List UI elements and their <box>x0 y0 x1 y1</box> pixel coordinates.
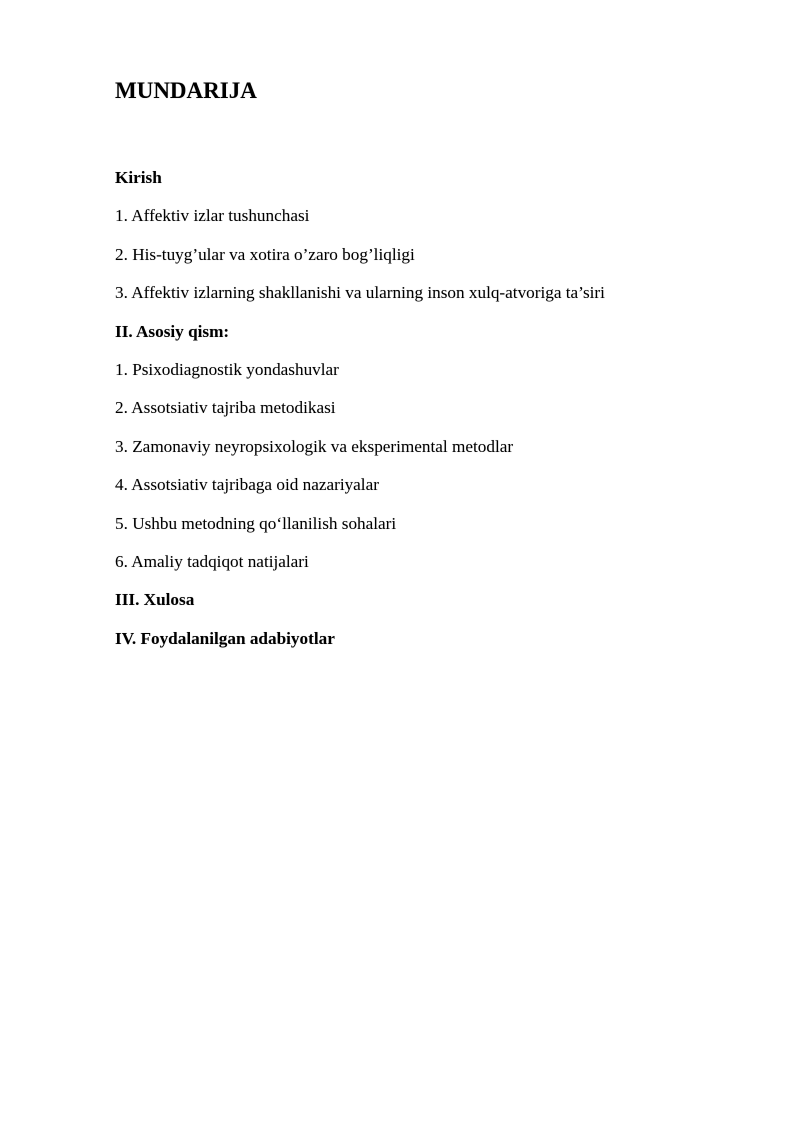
toc-item: 6. Amaliy tadqiqot natijalari <box>115 551 309 571</box>
toc-item: 3. Zamonaviy neyropsixologik va eksperimental metodlar <box>115 436 514 456</box>
toc-item: 1. Affektiv izlar tushunchasi <box>115 206 310 226</box>
page-title: MUNDARIJA <box>115 78 257 103</box>
table-of-contents <box>115 166 605 665</box>
toc-item: 5. Ushbu metodning qo‘llanilish sohalari <box>115 513 397 533</box>
toc-item: 2. Assotsiativ tajriba metodikasi <box>115 398 336 418</box>
toc-item: 2. His-tuyg’ular va xotira o’zaro bog’liqligi <box>115 244 415 264</box>
toc-item: 3. Affektiv izlarning shakllanishi va ularning inson xulq-atvoriga ta’siri <box>115 283 605 303</box>
toc-section-kirish: Kirish <box>115 168 162 187</box>
toc-section-asosiy-qism: II. Asosiy qism: <box>115 321 230 341</box>
toc-item: 1. Psixodiagnostik yondashuvlar <box>115 359 339 379</box>
toc-section-xulosa: III. Xulosa <box>115 590 195 610</box>
toc-item: 4. Assotsiativ tajribaga oid nazariyalar <box>115 475 379 495</box>
toc-section-adabiyotlar: IV. Foydalanilgan adabiyotlar <box>115 628 335 648</box>
